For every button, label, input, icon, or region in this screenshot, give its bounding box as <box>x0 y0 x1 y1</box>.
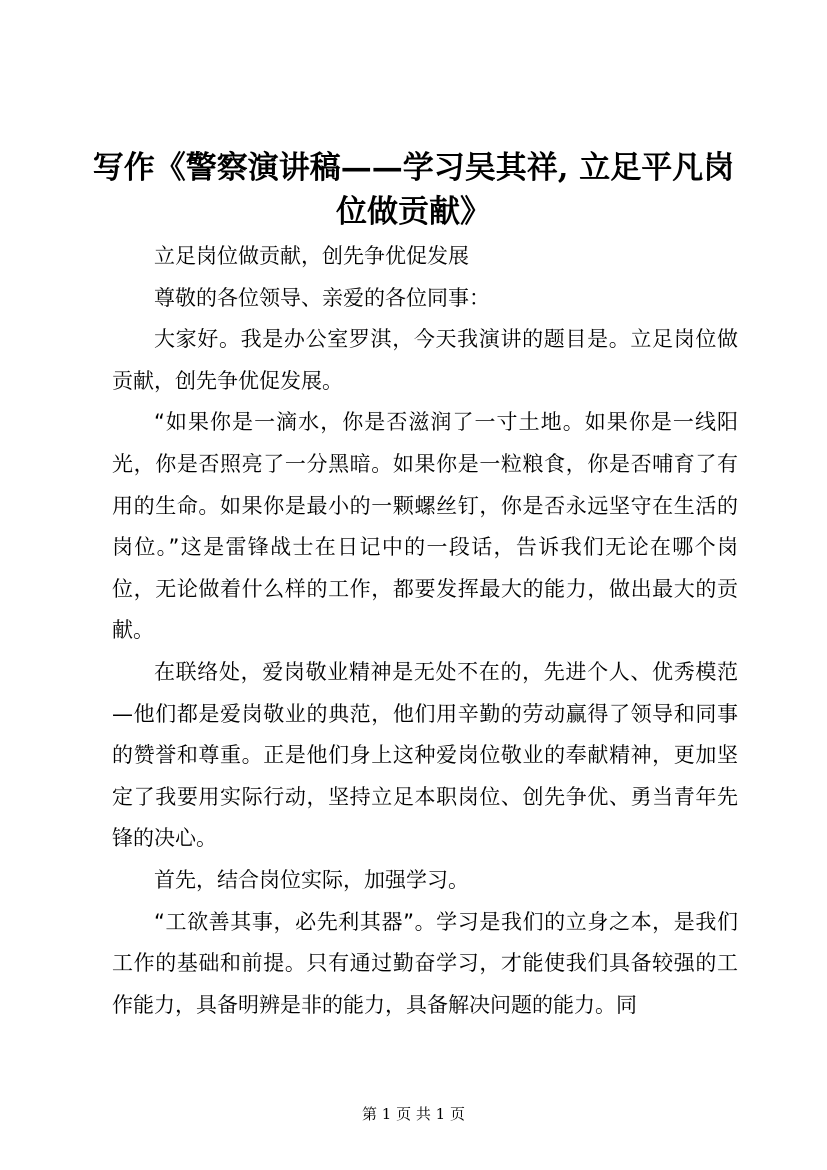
page-number-footer: 第 1 页 共 1 页 <box>362 1105 465 1123</box>
paragraph-subtitle: 立足岗位做贡献，创先争优促发展 <box>154 244 469 268</box>
paragraph-quote: “如果你是一滴水，你是否滋润了一寸土地。如果你是一线阳光，你是否照亮了一分黑暗。如果你是一粒粮食，你是否哺育了有用的生命。如果你是最小的一颗螺丝钉，你是否永远坚守在生活的岗位。”这是雷锋战士在日记中的一段话，告诉我们无论在哪个岗位，无论做着什么样的工作，都要发挥最大的能力，做出最大的贡献。 <box>112 410 738 643</box>
document-title: 写作《警察演讲稿——学习吴其祥, 立足平凡岗位做贡献》 <box>92 150 735 230</box>
paragraph-first-point: 首先，结合岗位实际，加强学习。 <box>154 867 469 892</box>
paragraph-salutation: 尊敬的各位领导、亲爱的各位同事： <box>154 285 490 310</box>
paragraph-learning: “工欲善其事，必先利其器”。学习是我们的立身之本，是我们工作的基础和前提。只有通过勤奋学习，才能使我们具备较强的工作能力，具备明辨是非的能力，具备解决问题的能力。同 <box>112 909 738 1017</box>
paragraph-intro: 大家好。我是办公室罗淇，今天我演讲的题目是。立足岗位做贡献，创先争优促发展。 <box>112 327 738 393</box>
document-body <box>112 236 738 1026</box>
paragraph-liaison: 在联络处，爱岗敬业精神是无处不在的，先进个人、优秀模范—他们都是爱岗敬业的典范，他们用辛勤的劳动赢得了领导和同事的赞誉和尊重。正是他们身上这种爱岗位敬业的奉献精神，更加坚定了我要用实际行动，坚持立足本职岗位、创先争优、勇当青年先锋的决心。 <box>112 659 738 851</box>
